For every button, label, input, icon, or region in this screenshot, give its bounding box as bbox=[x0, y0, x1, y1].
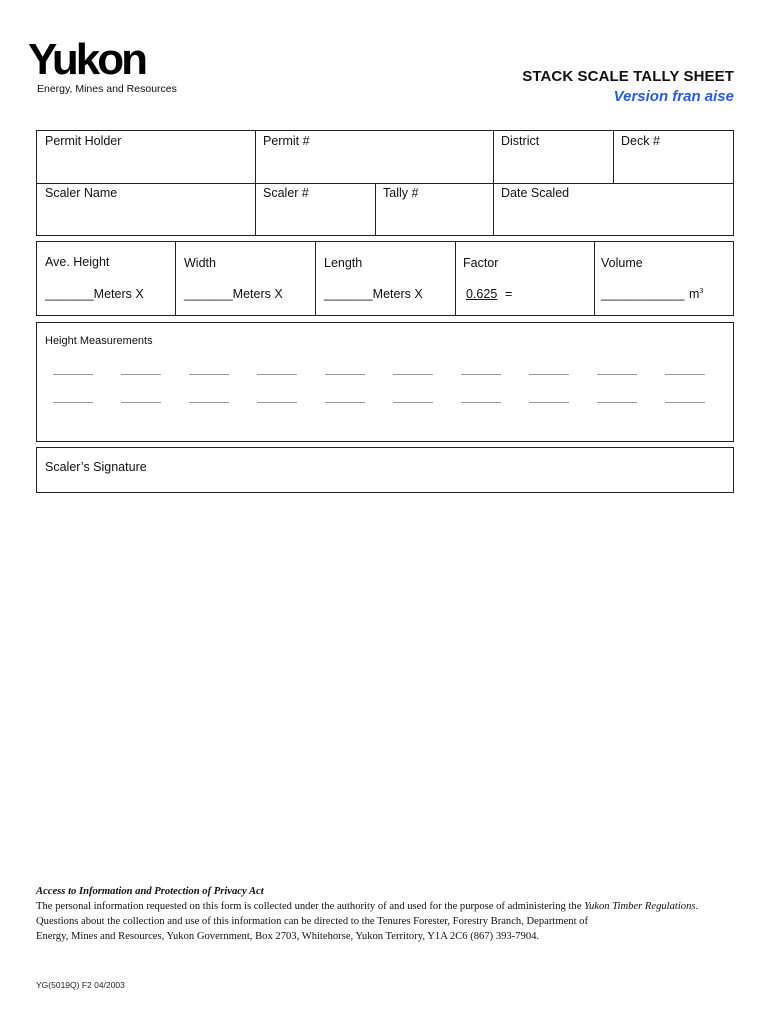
department-name: Energy, Mines and Resources bbox=[37, 83, 177, 95]
page-title: STACK SCALE TALLY SHEET bbox=[522, 68, 734, 85]
factor-cell bbox=[455, 242, 594, 315]
scaler-signature-label: Scaler’s Signature bbox=[45, 460, 147, 474]
height-measurement-blank[interactable] bbox=[461, 374, 501, 375]
volume-label: Volume bbox=[601, 256, 643, 270]
scaler-number-label: Scaler # bbox=[263, 186, 309, 200]
permit-section bbox=[36, 130, 734, 236]
length-label: Length bbox=[324, 256, 363, 270]
scaler-name-label: Scaler Name bbox=[45, 186, 118, 200]
scaler-signature-field[interactable] bbox=[36, 447, 734, 493]
volume-input[interactable]: ____________ bbox=[601, 287, 685, 301]
ave-height-label: Ave. Height bbox=[45, 255, 110, 269]
volume-unit-m: m bbox=[689, 287, 700, 301]
height-measurement-blank[interactable] bbox=[189, 374, 229, 375]
dimensions-section bbox=[36, 241, 734, 316]
privacy-title: Access to Information and Protection of Privacy Act bbox=[36, 886, 264, 897]
regulations-name: Yukon Timber Regulations bbox=[584, 901, 696, 912]
privacy-line-1-text: The personal information requested on this form is collected under the authority of and used for the purpose of administering the bbox=[36, 901, 585, 912]
height-measurement-blank[interactable] bbox=[53, 374, 93, 375]
date-scaled-label: Date Scaled bbox=[501, 186, 570, 200]
tally-number-label: Tally # bbox=[383, 186, 419, 200]
height-measurement-blank[interactable] bbox=[529, 374, 569, 375]
form-number: YG(5019Q) F2 04/2003 bbox=[36, 980, 125, 990]
privacy-line-3: Energy, Mines and Resources, Yukon Government, Box 2703, Whitehorse, Yukon Territory, Y1A 2C6 (867) 393-7904. bbox=[36, 931, 540, 942]
height-measurement-blank[interactable] bbox=[529, 402, 569, 403]
height-measurement-blank[interactable] bbox=[121, 374, 161, 375]
yukon-logo bbox=[28, 35, 177, 98]
factor-value: 0.625 bbox=[466, 287, 498, 301]
factor-equals: = bbox=[505, 287, 513, 301]
title-block bbox=[522, 68, 734, 105]
height-measurement-blank[interactable] bbox=[257, 374, 297, 375]
french-version-link[interactable]: Version fran aise bbox=[613, 88, 734, 105]
permit-number-field[interactable] bbox=[255, 131, 493, 183]
width-input[interactable]: _______Meters X bbox=[184, 287, 283, 301]
privacy-line-1 bbox=[36, 899, 736, 914]
privacy-notice bbox=[36, 884, 736, 944]
width-label: Width bbox=[184, 256, 216, 270]
date-scaled-field[interactable] bbox=[493, 183, 733, 235]
permit-holder-field[interactable] bbox=[37, 131, 255, 183]
height-measurement-blank[interactable] bbox=[393, 402, 433, 403]
height-measurements-section bbox=[36, 322, 734, 442]
privacy-line-1-end: . bbox=[695, 901, 699, 912]
scaler-name-field[interactable] bbox=[37, 183, 255, 235]
factor-label: Factor bbox=[463, 256, 499, 270]
height-measurement-blank[interactable] bbox=[597, 402, 637, 403]
height-measurement-blank[interactable] bbox=[53, 402, 93, 403]
height-measurement-blank[interactable] bbox=[393, 374, 433, 375]
height-measurement-blank[interactable] bbox=[189, 402, 229, 403]
permit-number-label: Permit # bbox=[263, 134, 310, 148]
height-measurement-blank[interactable] bbox=[461, 402, 501, 403]
height-measurements-label: Height Measurements bbox=[45, 335, 153, 347]
logo-wordmark: Yukon bbox=[28, 35, 146, 84]
height-measurement-blank[interactable] bbox=[325, 374, 365, 375]
volume-cell bbox=[594, 242, 733, 315]
height-measurement-blank[interactable] bbox=[257, 402, 297, 403]
ave-height-cell bbox=[37, 242, 175, 315]
district-label: District bbox=[501, 134, 540, 148]
district-field[interactable] bbox=[493, 131, 613, 183]
deck-number-field[interactable] bbox=[613, 131, 733, 183]
scaler-number-field[interactable] bbox=[255, 183, 375, 235]
privacy-line-2: Questions about the collection and use of this information can be directed to the Tenures Forester, Forestry Branch, Department of bbox=[36, 916, 589, 927]
height-measurement-blank[interactable] bbox=[665, 402, 705, 403]
volume-unit bbox=[689, 287, 703, 301]
width-cell bbox=[175, 242, 315, 315]
tally-number-field[interactable] bbox=[375, 183, 493, 235]
permit-holder-label: Permit Holder bbox=[45, 134, 122, 148]
length-cell bbox=[315, 242, 455, 315]
volume-unit-exponent: 3 bbox=[699, 287, 704, 295]
height-measurement-blank[interactable] bbox=[597, 374, 637, 375]
ave-height-input[interactable]: _______Meters X bbox=[45, 287, 144, 301]
length-input[interactable]: _______Meters X bbox=[324, 287, 423, 301]
deck-number-label: Deck # bbox=[621, 134, 660, 148]
height-measurement-blank[interactable] bbox=[325, 402, 365, 403]
height-measurement-blank[interactable] bbox=[121, 402, 161, 403]
height-measurement-blank[interactable] bbox=[665, 374, 705, 375]
